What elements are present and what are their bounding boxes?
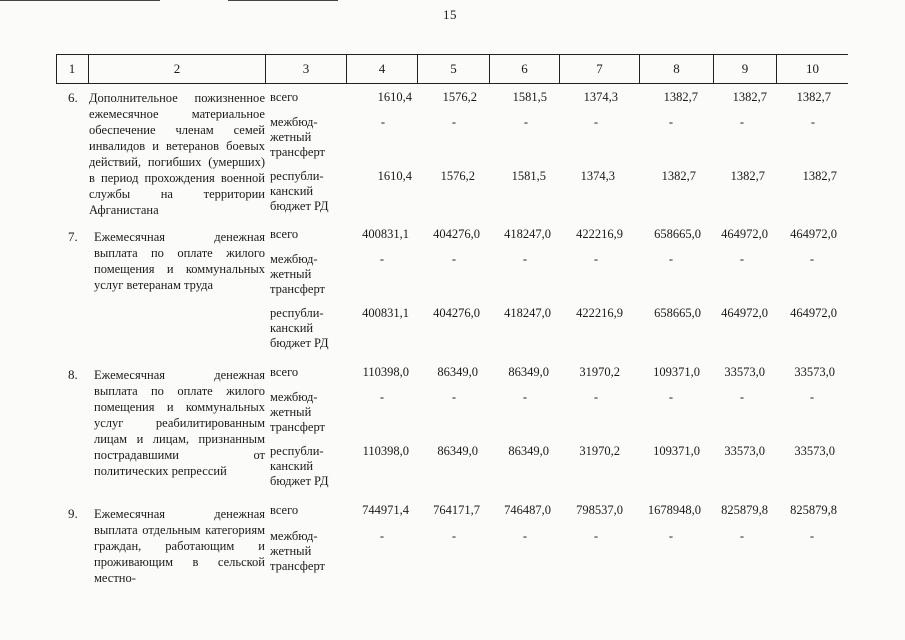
value-cell: 1382,7 bbox=[730, 169, 765, 183]
value-cell: 1374,3 bbox=[583, 90, 618, 104]
funding-type: межбюд-жетный трансферт bbox=[270, 115, 325, 159]
value-cell: 422216,9 bbox=[576, 227, 623, 241]
value-cell: 31970,2 bbox=[579, 365, 620, 379]
value-cell: - bbox=[523, 115, 528, 129]
funding-type: республи-канский бюджет РД bbox=[270, 444, 329, 488]
value-cell: - bbox=[739, 115, 744, 129]
value-cell: 1382,7 bbox=[802, 169, 837, 183]
header-cell-10: 10 bbox=[806, 61, 819, 76]
header-divider bbox=[489, 54, 490, 83]
header-divider bbox=[639, 54, 640, 83]
value-cell: - bbox=[809, 529, 814, 543]
value-cell: 86349,0 bbox=[508, 365, 549, 379]
value-cell: - bbox=[668, 115, 673, 129]
value-cell: 798537,0 bbox=[576, 503, 623, 517]
table-header-row bbox=[56, 54, 848, 84]
header-cell-7: 7 bbox=[596, 61, 603, 76]
value-cell: 1610,4 bbox=[377, 169, 412, 183]
value-cell: 825879,8 bbox=[790, 503, 837, 517]
value-cell: 400831,1 bbox=[362, 306, 409, 320]
scan-edge-line bbox=[228, 0, 338, 1]
value-cell: - bbox=[593, 529, 598, 543]
scan-edge-line bbox=[0, 0, 160, 1]
value-cell: 825879,8 bbox=[721, 503, 768, 517]
value-cell: 464972,0 bbox=[790, 227, 837, 241]
value-cell: - bbox=[451, 529, 456, 543]
value-cell: 33573,0 bbox=[724, 444, 765, 458]
funding-type: республи-канский бюджет РД bbox=[270, 306, 329, 350]
value-cell: - bbox=[451, 115, 456, 129]
value-cell: 464972,0 bbox=[721, 306, 768, 320]
value-cell: 86349,0 bbox=[508, 444, 549, 458]
value-cell: - bbox=[522, 252, 527, 266]
row-number: 9. bbox=[68, 506, 78, 521]
value-cell: 33573,0 bbox=[794, 365, 835, 379]
value-cell: - bbox=[809, 252, 814, 266]
value-cell: - bbox=[522, 390, 527, 404]
header-cell-8: 8 bbox=[673, 61, 680, 76]
value-cell: 418247,0 bbox=[504, 227, 551, 241]
value-cell: 1576,2 bbox=[440, 169, 475, 183]
value-cell: 31970,2 bbox=[579, 444, 620, 458]
value-cell: 1581,5 bbox=[512, 90, 547, 104]
header-cell-6: 6 bbox=[521, 61, 528, 76]
value-cell: 404276,0 bbox=[433, 306, 480, 320]
header-divider bbox=[56, 54, 57, 83]
value-cell: 658665,0 bbox=[654, 227, 701, 241]
header-divider bbox=[559, 54, 560, 83]
row-description: Ежемесячная денежная выплата по оплате жилого помещения и коммунальных услуг реабилитированным лицам и лицам, признанным пострадавшими от политических репрессий bbox=[94, 368, 265, 478]
value-cell: - bbox=[739, 252, 744, 266]
header-divider bbox=[346, 54, 347, 83]
value-cell: - bbox=[451, 390, 456, 404]
header-cell-2: 2 bbox=[173, 61, 181, 76]
funding-type: всего bbox=[270, 365, 299, 379]
header-cell-4: 4 bbox=[378, 61, 386, 76]
value-cell: - bbox=[593, 390, 598, 404]
value-cell: 1382,7 bbox=[732, 90, 767, 104]
value-cell: - bbox=[593, 115, 598, 129]
value-cell: - bbox=[668, 390, 673, 404]
value-cell: 110398,0 bbox=[362, 444, 409, 458]
header-divider bbox=[417, 54, 418, 83]
page-number: 15 bbox=[443, 7, 457, 22]
value-cell: 464972,0 bbox=[790, 306, 837, 320]
value-cell: - bbox=[668, 252, 673, 266]
value-cell: - bbox=[668, 529, 673, 543]
value-cell: - bbox=[380, 115, 385, 129]
funding-type: всего bbox=[270, 503, 299, 517]
value-cell: 1610,4 bbox=[377, 90, 412, 104]
header-divider bbox=[713, 54, 714, 83]
value-cell: - bbox=[739, 390, 744, 404]
header-divider bbox=[265, 54, 266, 83]
header-divider bbox=[776, 54, 777, 83]
value-cell: 86349,0 bbox=[437, 444, 478, 458]
value-cell: 744971,4 bbox=[362, 503, 409, 517]
value-cell: - bbox=[810, 115, 815, 129]
value-cell: - bbox=[522, 529, 527, 543]
value-cell: 1678948,0 bbox=[647, 503, 701, 517]
value-cell: - bbox=[379, 390, 384, 404]
value-cell: 404276,0 bbox=[433, 227, 480, 241]
value-cell: 33573,0 bbox=[794, 444, 835, 458]
value-cell: 746487,0 bbox=[504, 503, 551, 517]
value-cell: 110398,0 bbox=[362, 365, 409, 379]
value-cell: - bbox=[739, 529, 744, 543]
funding-type: республи-канский бюджет РД bbox=[270, 169, 329, 213]
value-cell: 86349,0 bbox=[437, 365, 478, 379]
value-cell: 109371,0 bbox=[653, 365, 700, 379]
header-cell-1: 1 bbox=[68, 61, 76, 76]
value-cell: 464972,0 bbox=[721, 227, 768, 241]
row-number: 6. bbox=[68, 90, 78, 105]
header-cell-9: 9 bbox=[741, 61, 749, 76]
funding-type: межбюд-жетный трансферт bbox=[270, 529, 325, 573]
row-description: Ежемесячная денежная выплата отдельным категориям граждан, работающим и проживающим в сельской местно- bbox=[94, 507, 265, 585]
value-cell: 400831,1 bbox=[362, 227, 409, 241]
value-cell: 1382,7 bbox=[796, 90, 831, 104]
value-cell: - bbox=[809, 390, 814, 404]
value-cell: - bbox=[379, 252, 384, 266]
row-number: 8. bbox=[68, 367, 78, 382]
row-description: Ежемесячная денежная выплата по оплате жилого помещения и коммунальных услуг ветеранам труда bbox=[94, 230, 265, 292]
value-cell: 109371,0 bbox=[653, 444, 700, 458]
header-cell-3: 3 bbox=[302, 61, 310, 76]
value-cell: - bbox=[593, 252, 598, 266]
row-description: Дополнительное пожизненное ежемесячное материальное обеспечение членам семей инвалидов и ветеранов боевых действий, погибших (умерших) в период прохождения военной службы на территории Афганистана bbox=[89, 91, 265, 217]
value-cell: 418247,0 bbox=[504, 306, 551, 320]
value-cell: 764171,7 bbox=[433, 503, 480, 517]
value-cell: 1576,2 bbox=[442, 90, 477, 104]
value-cell: 422216,9 bbox=[576, 306, 623, 320]
value-cell: 658665,0 bbox=[654, 306, 701, 320]
value-cell: - bbox=[379, 529, 384, 543]
funding-type: межбюд-жетный трансферт bbox=[270, 252, 325, 296]
value-cell: 1581,5 bbox=[511, 169, 546, 183]
funding-type: межбюд-жетный трансферт bbox=[270, 390, 325, 434]
value-cell: 1382,7 bbox=[661, 169, 696, 183]
row-number: 7. bbox=[68, 229, 78, 244]
value-cell: 1374,3 bbox=[580, 169, 615, 183]
funding-type: всего bbox=[270, 90, 299, 104]
header-divider bbox=[88, 54, 89, 83]
value-cell: 33573,0 bbox=[724, 365, 765, 379]
value-cell: - bbox=[451, 252, 456, 266]
value-cell: 1382,7 bbox=[663, 90, 698, 104]
funding-type: всего bbox=[270, 227, 299, 241]
header-cell-5: 5 bbox=[450, 61, 457, 76]
